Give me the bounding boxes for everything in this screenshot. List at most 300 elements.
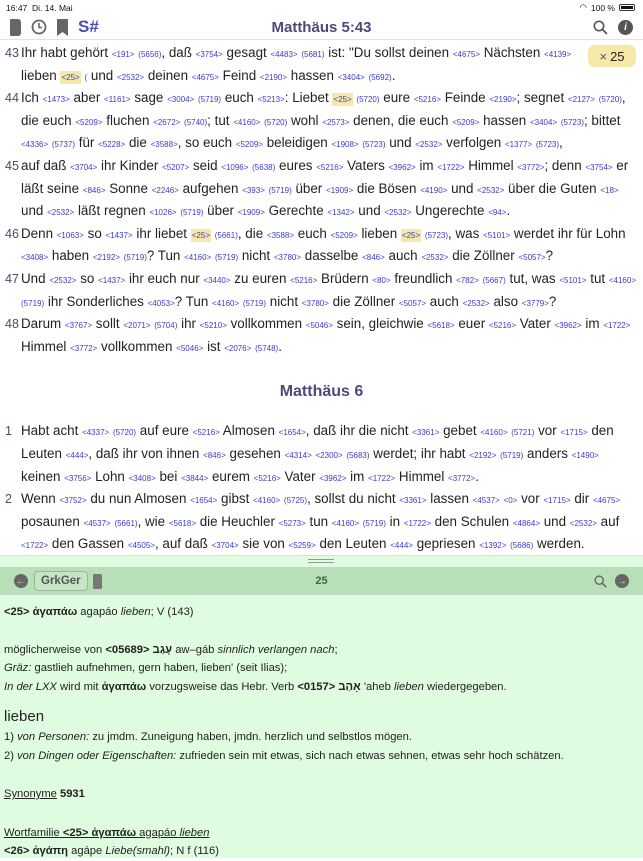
strongs-link[interactable]: <3440> [203, 275, 231, 285]
morphology-link[interactable]: (5719) [180, 208, 204, 218]
strongs-link[interactable]: <4190> [420, 185, 448, 195]
verse-text: Almosen [222, 423, 275, 439]
verse-text: fluchen [106, 112, 150, 128]
verse-text: lieben [21, 67, 57, 83]
word-family-line [4, 824, 639, 843]
strongs-link[interactable]: <0> [503, 496, 518, 506]
morphology-link[interactable]: (5719) [268, 185, 292, 195]
strongs-link[interactable]: <3767> [64, 321, 93, 331]
verse-text: hassen [290, 67, 334, 83]
verse-text: ihr [181, 316, 196, 332]
morphology-link[interactable]: (5720) [112, 428, 137, 438]
strongs-link[interactable]: <5101> [559, 275, 587, 285]
strongs-link[interactable]: <4864> [512, 518, 540, 528]
strongs-link[interactable]: <5046> [176, 343, 204, 353]
verse-text: und [543, 513, 567, 529]
strongs-link[interactable]: <3752> [59, 496, 87, 506]
verse-text: auf [600, 513, 620, 529]
verse-text: aufgehen [182, 180, 239, 196]
verse-text: und [21, 203, 44, 219]
morphology-link[interactable]: (5719) [197, 95, 222, 105]
verse-text: die Heuchler [199, 513, 275, 529]
strongs-link[interactable]: <5101> [483, 230, 511, 240]
verse-number[interactable]: 1 [5, 424, 12, 439]
strongs-link[interactable]: <5209> [75, 117, 103, 127]
verse-text: Wenn [21, 491, 56, 507]
strongs-link[interactable]: <5210> [199, 321, 227, 331]
verse [0, 224, 643, 269]
strongs-link[interactable]: <1715> [560, 428, 588, 438]
battery-percent: 100 % [590, 2, 615, 13]
strongs-link[interactable]: <444> [390, 541, 413, 551]
lexicon-toolbar [0, 567, 643, 595]
strongs-link[interactable]: <2532> [49, 275, 77, 285]
strongs-link[interactable]: <3361> [399, 496, 427, 506]
strongs-link[interactable]: <5618> [427, 321, 455, 331]
verse-text: und [389, 135, 412, 151]
strongs-link[interactable]: <2246> [151, 185, 179, 195]
morphology-link[interactable]: (5681) [301, 50, 325, 59]
verse-text: deinen [147, 67, 189, 83]
strongs-link[interactable]: <4675> [452, 50, 480, 59]
strongs-link[interactable]: <4160> [233, 117, 261, 127]
verse-text: seid [192, 157, 218, 173]
verse-text: im [585, 316, 600, 332]
highlight-count: 25 [610, 48, 625, 64]
morphology-link[interactable]: (5686) [510, 541, 534, 551]
verse-number[interactable]: 44 [5, 91, 19, 106]
strongs-link[interactable]: <5216> [192, 428, 220, 438]
strongs-link[interactable]: <191> [111, 50, 135, 59]
verse-number[interactable]: 47 [5, 271, 19, 286]
strongs-link[interactable]: <3844> [181, 473, 209, 483]
verse-text: anders [527, 445, 568, 461]
strongs-link[interactable]: <4160> [608, 275, 636, 285]
status-bar [0, 0, 643, 15]
verse-text: Vater [519, 316, 551, 332]
strongs-link[interactable]: <4505> [127, 541, 155, 551]
clock-icon[interactable] [31, 19, 47, 35]
strongs-link[interactable]: <3962> [554, 321, 582, 331]
bookmark-icon[interactable] [57, 19, 68, 36]
definition-1: 1) von Personen: zu jmdm. Zuneigung haben, jmdn. herzlich und selbstlos mögen. [4, 731, 412, 743]
verse-text: tun [309, 513, 329, 529]
verse-text: tut [590, 270, 606, 286]
strongs-link[interactable]: <94> [488, 208, 507, 218]
strongs-link[interactable]: <1722> [21, 541, 49, 551]
verse-text: , daß ihr die nicht [305, 423, 409, 439]
strongs-link[interactable]: <1909> [237, 208, 265, 218]
verse-text: er läßt seine [21, 157, 629, 196]
verse-text: Vaters [347, 157, 385, 173]
verse-text: Sonne [109, 180, 148, 196]
morphology-link[interactable]: (5719) [242, 298, 267, 308]
strongs-link[interactable]: <3772> [517, 162, 545, 172]
verse-text: so [80, 270, 95, 286]
morphology-link[interactable]: (5638) [252, 162, 276, 172]
verse-text: gebet [443, 423, 477, 439]
strongs-link[interactable]: <2190> [259, 72, 288, 82]
verse-text: den Leuten [21, 423, 614, 461]
strongs-link[interactable]: <1654> [278, 428, 306, 438]
verse-text: . [506, 203, 511, 219]
verse-text: tut, was [509, 270, 556, 286]
verse-text: über [207, 203, 234, 219]
chapter-heading: Matthäus 6 [279, 383, 364, 401]
strongs-link[interactable]: <4314> [284, 450, 312, 460]
strongs-link[interactable]: <2192> [469, 450, 497, 460]
strongs-link[interactable]: <5216> [413, 95, 441, 105]
verse-number[interactable]: 45 [5, 158, 19, 173]
verse-text: , [559, 135, 563, 151]
verse-text: . [278, 338, 282, 354]
strongs-link[interactable]: <1096> [221, 162, 249, 172]
strongs-link[interactable]: <3408> [128, 473, 156, 483]
morphology-link[interactable]: (5721) [511, 428, 535, 438]
strongs-link[interactable]: <4160> [331, 518, 360, 528]
synonyms-link[interactable]: Synonyme [4, 788, 57, 800]
module-button[interactable]: GrkGer [34, 571, 88, 591]
verse-text: vollkommen [230, 316, 303, 332]
strongs-link[interactable]: <2532> [415, 140, 443, 150]
strongs-link[interactable]: <5213> [257, 95, 285, 105]
verse-text: zu euren [234, 270, 287, 286]
lexicon-entry-number: 25 [315, 575, 328, 587]
strongs-link[interactable]: <3772> [70, 343, 98, 353]
strongs-link[interactable]: <5618> [168, 518, 196, 528]
morphology-link[interactable]: (5737) [51, 140, 75, 150]
strongs-link[interactable]: <4675> [592, 496, 621, 506]
morphology-link[interactable]: (5723) [362, 140, 386, 150]
verse-text: werdet ihr für Lohn [513, 225, 626, 241]
close-icon[interactable]: × [599, 48, 608, 64]
verse [0, 156, 643, 224]
verse-text: sie von [242, 536, 285, 552]
strongs-link[interactable]: <1392> [479, 541, 507, 551]
strongs-link[interactable]: <5209> [330, 230, 358, 240]
strongs-toggle-button[interactable]: S# [78, 17, 99, 36]
verse-number[interactable]: 46 [5, 226, 19, 241]
strongs-link[interactable]: <3404> [337, 72, 365, 82]
strongs-link[interactable]: <5057> [398, 298, 427, 308]
strongs-link[interactable]: <25> [333, 95, 352, 105]
strongs-link[interactable]: <5259> [288, 541, 316, 551]
verse-text: dir [574, 491, 590, 507]
morphology-link[interactable]: (5719) [362, 518, 386, 528]
verse-text: eures [279, 157, 313, 173]
strongs-link[interactable]: <3588> [266, 230, 295, 240]
strongs-link[interactable]: <3704> [70, 162, 98, 172]
morphology-link[interactable]: (5719) [500, 450, 524, 460]
verse-text: du nun Almosen [90, 491, 187, 507]
morphology-link[interactable]: (5656) [138, 50, 162, 59]
verse-text: den Schulen [434, 513, 510, 529]
verse-text: . [391, 67, 396, 83]
forward-arrow-icon[interactable]: → [617, 575, 627, 587]
strongs-link[interactable]: <5273> [278, 518, 306, 528]
strongs-link[interactable]: <2127> [567, 95, 596, 105]
strongs-link[interactable]: <4160> [480, 428, 508, 438]
verse-text: , auf daß [154, 536, 208, 552]
strongs-link[interactable]: <3754> [195, 50, 223, 59]
strongs-link[interactable]: <4675> [191, 72, 219, 82]
strongs-link[interactable]: <5216> [290, 275, 318, 285]
strongs-link[interactable]: <2190> [489, 95, 517, 105]
strongs-link[interactable]: <3754> [585, 162, 613, 172]
strongs-link[interactable]: <2532> [477, 185, 505, 195]
morphology-link[interactable]: (5720) [264, 117, 288, 127]
bible-text-pane[interactable] [0, 41, 643, 555]
verse-text: Darum [21, 316, 62, 332]
strongs-link[interactable]: <2071> [123, 321, 151, 331]
info-icon[interactable]: i [618, 20, 633, 35]
related-entry-26[interactable]: <26> ἀγάπη agápe Liebe(smahl); N f (116) [4, 845, 219, 857]
strongs-link[interactable]: <3408> [21, 253, 49, 263]
strongs-link[interactable]: <1715> [543, 496, 571, 506]
verse-text: Himmel [468, 157, 514, 173]
verse-text: ihr Kinder [101, 157, 159, 173]
strongs-link[interactable]: <5216> [316, 162, 344, 172]
verse-text: die Zöllner [452, 248, 515, 264]
verse-number[interactable]: 48 [5, 317, 19, 332]
strongs-link[interactable]: <1908> [331, 140, 359, 150]
verse-text: den Gassen [51, 536, 125, 552]
morphology-link[interactable]: ( [84, 72, 88, 82]
back-arrow-icon[interactable]: ← [16, 575, 26, 587]
strongs-link[interactable]: <1026> [149, 208, 177, 218]
morphology-link[interactable]: (5723) [424, 230, 449, 240]
strongs-link[interactable]: <4537> [83, 518, 111, 528]
verse-text: euer [458, 316, 486, 332]
verse-text: vollkommen [101, 338, 173, 354]
strongs-link[interactable]: <3704> [211, 541, 239, 551]
verse-text: eure [383, 90, 411, 106]
verse-text: sein, gleichwie [336, 316, 424, 332]
morphology-link[interactable]: (5704) [154, 321, 178, 331]
strongs-link[interactable]: <3780> [273, 253, 302, 263]
verse-text: ? Tun [146, 248, 181, 264]
strongs-link[interactable]: <80> [372, 275, 391, 285]
strongs-link[interactable]: <3780> [301, 298, 329, 308]
strongs-link[interactable]: <444> [65, 450, 89, 460]
strongs-link[interactable]: <1722> [403, 518, 431, 528]
strongs-link[interactable]: <1437> [105, 230, 133, 240]
strongs-link[interactable]: <4336> [21, 140, 49, 150]
verse-text: Ungerechte [415, 203, 485, 219]
strongs-link[interactable]: <3756> [64, 473, 92, 483]
morphology-link[interactable]: (5723) [560, 117, 584, 127]
morphology-link[interactable]: (5720) [598, 95, 622, 105]
verse-text: Himmel [21, 338, 67, 354]
verse-text: auf eure [139, 423, 189, 439]
strongs-link[interactable]: <3962> [388, 162, 416, 172]
strongs-link[interactable]: <2532> [462, 298, 490, 308]
strongs-link[interactable]: <25> [401, 230, 421, 240]
strongs-link[interactable]: <3588> [150, 140, 178, 150]
verse-text: hassen [483, 112, 527, 128]
verse-text: gepriesen [416, 536, 476, 552]
verse-text: Gerechte [268, 203, 324, 219]
strongs-link[interactable]: <3779> [521, 298, 549, 308]
morphology-link[interactable]: (5692) [368, 72, 392, 82]
verse [0, 314, 643, 359]
verse-text: lassen [430, 491, 469, 507]
verse-text: Vater [284, 468, 316, 484]
strongs-link[interactable]: <18> [600, 185, 619, 195]
strongs-link[interactable]: <2300> [315, 450, 343, 460]
verse-text: und [358, 203, 381, 219]
morphology-link[interactable]: (5720) [356, 95, 380, 105]
etymology-line: möglicherweise von <05689> עָגַב aw–gáb sinnlich verlangen nach; [4, 643, 338, 656]
verse-text: Ihr habt gehört [21, 45, 109, 60]
status-time: 16:47 [6, 2, 28, 13]
strongs-link[interactable]: <2532> [569, 518, 597, 528]
verse-text: denen, die euch [353, 112, 449, 128]
book-icon[interactable] [10, 19, 21, 36]
verse-text: sollt [95, 316, 120, 332]
strongs-link[interactable]: <2192> [92, 253, 120, 263]
pane-divider[interactable] [0, 555, 643, 567]
strongs-link[interactable]: <5046> [305, 321, 333, 331]
morphology-link[interactable]: (5719) [214, 253, 239, 263]
morphology-link[interactable]: (5719) [21, 298, 45, 308]
verse-number[interactable]: 43 [5, 46, 19, 60]
verse-text: so [87, 225, 102, 241]
verse-text: verfolgen [446, 135, 502, 151]
strongs-link[interactable]: <4160> [253, 496, 281, 506]
strongs-link[interactable]: <3004> [167, 95, 195, 105]
strongs-link[interactable]: <2532> [116, 72, 145, 82]
strongs-link[interactable]: <1722> [368, 473, 396, 483]
verse-text: Feinde [444, 90, 486, 106]
strongs-link[interactable]: <2532> [384, 208, 412, 218]
strongs-link[interactable]: <2532> [421, 253, 449, 263]
strongs-link[interactable]: <5207> [162, 162, 190, 172]
verse-text: ; tut [207, 112, 230, 128]
strongs-link[interactable]: <1654> [190, 496, 218, 506]
battery-icon [619, 4, 635, 11]
strongs-link[interactable]: <1909> [326, 185, 354, 195]
verse-text: posaunen [21, 513, 80, 529]
definition-title: lieben [4, 708, 45, 725]
verse-text: keinen [21, 468, 61, 484]
strongs-link[interactable]: <1377> [505, 140, 533, 150]
strongs-link[interactable]: <3772> [448, 473, 476, 483]
verse-text: : Liebet [284, 90, 329, 106]
book-icon[interactable] [93, 574, 102, 589]
morphology-link[interactable]: (5667) [482, 275, 506, 285]
verse-text: im [419, 157, 434, 173]
strongs-link[interactable]: <846> [203, 450, 226, 460]
strongs-link[interactable]: <25> [191, 230, 210, 240]
verse-text: nicht [269, 293, 299, 309]
strongs-link[interactable]: <846> [82, 185, 106, 195]
strongs-link[interactable]: <5057> [518, 253, 546, 263]
strongs-link[interactable]: <5216> [253, 473, 281, 483]
hebrew-link[interactable]: <0157> [297, 680, 336, 693]
strongs-link[interactable]: <393> [242, 185, 265, 195]
search-icon[interactable] [594, 575, 607, 588]
verse-text: eurem [211, 468, 250, 484]
verse-text: Brüdern [321, 270, 369, 286]
verse-text: werdet; ihr habt [373, 445, 466, 461]
strongs-link[interactable]: <1722> [603, 321, 631, 331]
strongs-link[interactable]: <1437> [98, 275, 126, 285]
lexicon-headword: <25> ἀγαπάω agapáo lieben; V (143) [4, 606, 194, 618]
verse-text: , wie [137, 513, 166, 529]
strongs-link[interactable]: <3361> [412, 428, 440, 438]
strongs-link[interactable]: <4337> [82, 428, 110, 438]
search-icon[interactable] [593, 20, 608, 35]
strongs-link[interactable]: <1722> [437, 162, 465, 172]
strongs-link[interactable]: <5209> [235, 140, 263, 150]
verse [0, 489, 643, 555]
strongs-link[interactable]: <782> [456, 275, 479, 285]
verse-text: die [128, 135, 147, 151]
strongs-link[interactable]: <1490> [571, 450, 599, 460]
strongs-link[interactable]: <4160> [184, 253, 212, 263]
morphology-link[interactable]: (5725) [283, 496, 308, 506]
strongs-link[interactable]: <1161> [104, 95, 131, 105]
strongs-link[interactable]: <5228> [98, 140, 126, 150]
verse-text: ist [207, 338, 221, 354]
strongs-link[interactable]: <4160> [212, 298, 240, 308]
verse-text: wohl [290, 112, 319, 128]
strongs-link[interactable]: <2076> [224, 343, 252, 353]
strongs-link[interactable]: <4483> [270, 50, 298, 59]
verse-text: die Zöllner [332, 293, 396, 309]
drag-handle[interactable] [308, 559, 334, 563]
verse-text: über [295, 180, 323, 196]
strongs-link[interactable]: <2532> [47, 208, 75, 218]
strongs-link[interactable]: <1342> [327, 208, 355, 218]
strongs-link[interactable]: <4053> [147, 298, 175, 308]
verse-text: nicht [241, 248, 271, 264]
verse-text: ; segnet [516, 90, 565, 106]
word-family-link[interactable]: Wortfamilie <25> ἀγαπάω agapáo lieben [4, 826, 210, 839]
strongs-link[interactable]: <1063> [56, 230, 84, 240]
lexicon-pane[interactable] [0, 595, 643, 858]
morphology-link[interactable]: (5661) [114, 518, 138, 528]
morphology-link[interactable]: (5683) [346, 450, 370, 460]
verse-text: gesehen [229, 445, 281, 461]
strongs-link[interactable]: <3404> [529, 117, 558, 127]
morphology-link[interactable]: (5719) [123, 253, 147, 263]
top-toolbar [0, 15, 643, 40]
morphology-link[interactable]: (5661) [214, 230, 238, 240]
hebrew-link[interactable]: <05689> [105, 643, 150, 656]
morphology-link[interactable]: (5748) [255, 343, 279, 353]
verse-text: , daß ihr von ihnen [88, 445, 200, 461]
strongs-link[interactable]: <5209> [452, 117, 480, 127]
strongs-link[interactable]: <25> [61, 72, 80, 82]
strongs-link[interactable]: <4139> [544, 50, 572, 59]
highlight-filter-badge[interactable] [588, 45, 636, 67]
strongs-link[interactable]: <2672> [153, 117, 181, 127]
verse-text: freundlich [394, 270, 453, 286]
verse-text: Nächsten [483, 45, 541, 60]
strongs-link[interactable]: <4537> [472, 496, 500, 506]
verse-text: im [350, 468, 365, 484]
strongs-link[interactable]: <3962> [319, 473, 347, 483]
morphology-link[interactable]: (5723) [535, 140, 559, 150]
morphology-link[interactable]: (5740) [184, 117, 208, 127]
strongs-link[interactable]: <5216> [488, 321, 517, 331]
verse-number[interactable]: 2 [5, 492, 12, 507]
strongs-link[interactable]: <846> [362, 253, 385, 263]
strongs-link[interactable]: <2573> [322, 117, 350, 127]
strongs-link[interactable]: <1473> [42, 95, 70, 105]
